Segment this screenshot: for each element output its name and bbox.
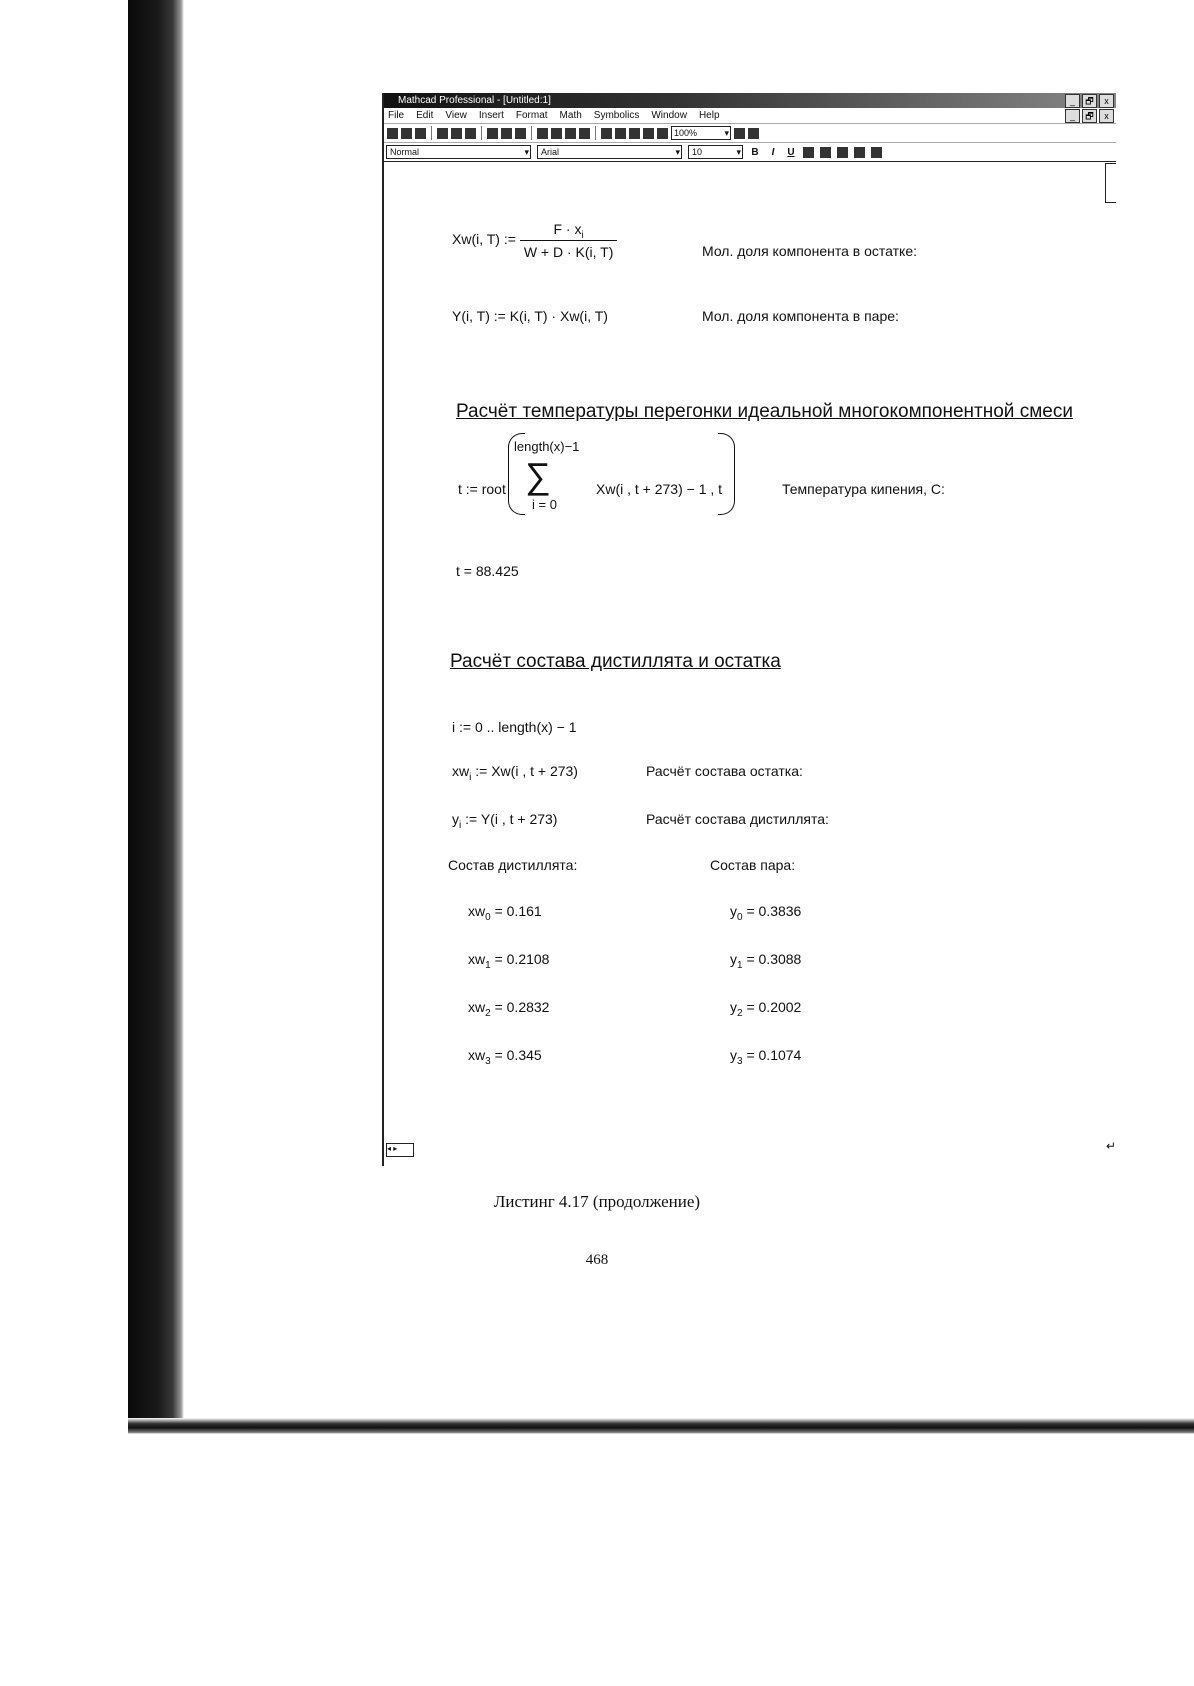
y-result-1[interactable]: [730, 951, 802, 971]
sum-lower-limit: i = 0: [532, 497, 557, 512]
xw-result-name: xw: [468, 951, 486, 967]
doc-minimize-button[interactable]: _: [1065, 109, 1080, 123]
menu-math[interactable]: Math: [559, 110, 582, 121]
xw-result-index: 1: [485, 960, 491, 971]
insert-graph-icon[interactable]: [629, 128, 640, 139]
open-icon[interactable]: [401, 128, 412, 139]
title-bar: [384, 93, 1116, 108]
xw-result-index: 0: [485, 912, 491, 923]
y-result-2[interactable]: [730, 999, 802, 1019]
y-result-name: y: [730, 951, 737, 967]
xwi-sub: i: [469, 772, 472, 783]
right-paren: [718, 433, 735, 515]
new-icon[interactable]: [387, 128, 398, 139]
y-result-index: 2: [737, 1008, 743, 1019]
xw-result-name: xw: [468, 903, 486, 919]
xwi-rhs: := Xw(i , t + 273): [475, 763, 578, 779]
sum-body: Xw(i , t + 273) − 1 , t: [596, 481, 723, 497]
cut-icon[interactable]: [487, 128, 498, 139]
xw-def-fraction: [520, 221, 618, 260]
t-result[interactable]: t = 88.425: [456, 563, 519, 579]
xwi-definition[interactable]: [452, 763, 578, 783]
menu-format[interactable]: Format: [515, 110, 548, 121]
yi-note: Расчёт состава дистиллята:: [646, 811, 829, 827]
y-result-index: 3: [737, 1056, 743, 1067]
toolbar-separator: [431, 126, 432, 140]
align-icon[interactable]: [565, 128, 576, 139]
heading-temperature: Расчёт температуры перегонки идеальной многокомпонентной смеси: [456, 401, 1073, 422]
menu-help[interactable]: Help: [698, 110, 720, 121]
page-number: 468: [585, 1252, 609, 1268]
xwi-lhs: xw: [452, 763, 470, 779]
book-spine-shadow: [128, 0, 184, 1430]
help-icon[interactable]: [748, 128, 759, 139]
y-result-value: = 0.3836: [746, 903, 802, 919]
numbering-icon[interactable]: [871, 147, 882, 158]
style-select[interactable]: Normal ▾: [386, 145, 531, 159]
insert-function-icon[interactable]: [579, 128, 590, 139]
underline-button[interactable]: U: [787, 146, 795, 158]
listing-caption: Листинг 4.17 (продолжение): [493, 1192, 701, 1211]
zoom-select[interactable]: 100% ▾: [671, 126, 731, 140]
print-preview-icon[interactable]: [451, 128, 462, 139]
xw-def-numerator: F · x: [553, 221, 582, 237]
copy-icon[interactable]: [501, 128, 512, 139]
left-results-header: Состав дистиллята:: [448, 857, 578, 873]
window-controls: [1065, 94, 1114, 108]
xw-result-value: = 0.2108: [494, 951, 550, 967]
xw-result-value: = 0.2832: [494, 999, 550, 1015]
doc-restore-button[interactable]: 🗗: [1082, 109, 1097, 123]
xw-note: Мол. доля компонента в остатке:: [702, 243, 917, 259]
yi-lhs: y: [452, 811, 459, 827]
worksheet[interactable]: [384, 163, 1116, 1163]
y-definition[interactable]: Y(i, T) := K(i, T) · Xw(i, T): [452, 308, 608, 324]
menu-window[interactable]: Window: [651, 110, 687, 121]
standard-toolbar: [384, 124, 1116, 143]
toolbar-separator: [481, 126, 482, 140]
bullets-icon[interactable]: [854, 147, 865, 158]
redo-icon[interactable]: [551, 128, 562, 139]
resource-center-icon[interactable]: [657, 128, 668, 139]
menu-view[interactable]: View: [445, 110, 467, 121]
menu-edit[interactable]: Edit: [416, 110, 434, 121]
yi-definition[interactable]: [452, 811, 558, 831]
t-note: Температура кипения, С:: [782, 481, 945, 497]
y-result-name: y: [730, 999, 737, 1015]
toolbar-separator: [531, 126, 532, 140]
italic-button[interactable]: I: [771, 146, 775, 158]
doc-close-button[interactable]: x: [1099, 109, 1114, 123]
font-select[interactable]: Arial ▾: [537, 145, 682, 159]
print-icon[interactable]: [437, 128, 448, 139]
restore-button[interactable]: 🗗: [1082, 94, 1097, 108]
font-size-select[interactable]: 10 ▾: [688, 145, 743, 159]
resources-icon[interactable]: [734, 128, 745, 139]
yi-sub: i: [459, 820, 462, 831]
xw-definition[interactable]: [452, 221, 617, 260]
y-result-name: y: [730, 1047, 737, 1063]
insert-unit-icon[interactable]: [601, 128, 612, 139]
formatting-toolbar: [384, 143, 1116, 162]
menu-insert[interactable]: Insert: [478, 110, 504, 121]
yi-rhs: := Y(i , t + 273): [465, 811, 558, 827]
y-result-index: 1: [737, 960, 743, 971]
y-result-3[interactable]: [730, 1047, 802, 1067]
insert-matrix-icon[interactable]: [643, 128, 654, 139]
right-results-header: Состав пара:: [710, 857, 796, 873]
xwi-note: Расчёт состава остатка:: [646, 763, 803, 779]
window-title: Mathcad Professional - [Untitled:1]: [398, 95, 551, 106]
sum-upper-limit: length(x)−1: [514, 439, 580, 454]
y-result-value: = 0.1074: [746, 1047, 802, 1063]
horizontal-scrollbar[interactable]: ◂ ▸: [386, 1143, 414, 1157]
y-result-name: y: [730, 903, 737, 919]
spell-check-icon[interactable]: [465, 128, 476, 139]
vertical-scrollbar[interactable]: [1105, 163, 1116, 203]
menu-symbolics[interactable]: Symbolics: [593, 110, 640, 121]
y-note: Мол. доля компонента в паре:: [702, 308, 899, 324]
page-bottom-shadow: [128, 1418, 1194, 1434]
undo-icon[interactable]: [537, 128, 548, 139]
xw-result-value: = 0.161: [494, 903, 542, 919]
heading-composition: Расчёт состава дистиллята и остатка: [450, 651, 781, 672]
y-result-value: = 0.3088: [746, 951, 802, 967]
menu-bar: [384, 108, 1116, 124]
align-center-icon[interactable]: [820, 147, 831, 158]
y-result-index: 0: [737, 912, 743, 923]
menu-file[interactable]: File: [388, 110, 405, 121]
xw-result-index: 2: [485, 1008, 491, 1019]
xw-def-denominator: W + D · K(i, T): [523, 244, 614, 260]
close-button[interactable]: x: [1099, 94, 1114, 108]
xw-def-numerator-sub: i: [581, 230, 584, 241]
paste-icon[interactable]: [515, 128, 526, 139]
document-controls: [1065, 109, 1114, 123]
xw-result-3[interactable]: [468, 1047, 542, 1067]
bold-button[interactable]: B: [751, 146, 759, 158]
scroll-corner-icon: ↵: [1105, 1139, 1116, 1153]
calculate-icon[interactable]: [615, 128, 626, 139]
xw-result-name: xw: [468, 999, 486, 1015]
y-result-0[interactable]: [730, 903, 802, 923]
y-result-value: = 0.2002: [746, 999, 802, 1015]
xw-result-1[interactable]: [468, 951, 550, 971]
save-icon[interactable]: [415, 128, 426, 139]
align-right-icon[interactable]: [837, 147, 848, 158]
xw-result-index: 3: [485, 1056, 491, 1067]
xw-def-lhs: Xw(i, T) :=: [452, 231, 516, 248]
xw-result-name: xw: [468, 1047, 486, 1063]
xw-result-0[interactable]: [468, 903, 542, 923]
align-left-icon[interactable]: [803, 147, 814, 158]
range-definition[interactable]: i := 0 .. length(x) − 1: [452, 719, 577, 735]
minimize-button[interactable]: _: [1065, 94, 1080, 108]
sum-symbol: ∑: [525, 455, 551, 496]
t-root-lhs[interactable]: t := root: [458, 481, 506, 497]
xw-result-2[interactable]: [468, 999, 550, 1019]
mathcad-window: [382, 93, 1116, 1166]
toolbar-separator: [595, 126, 596, 140]
xw-result-value: = 0.345: [494, 1047, 542, 1063]
